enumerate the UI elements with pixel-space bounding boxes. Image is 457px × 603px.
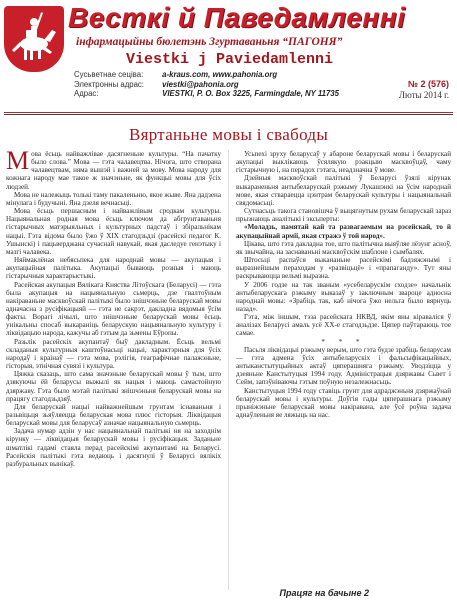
masthead-divider-dark bbox=[4, 114, 453, 115]
paragraph: Для беларускай нацыі найважнейшым грунтам існаваньня і разьвіцьця зьяўляецца беларуская мова плюс гісторыя. Ліквідацыя беларускай мовы для беларусаў азначае нацыянальную сьмерць. bbox=[6, 402, 221, 428]
issue-date: Люты 2014 г. bbox=[398, 90, 449, 100]
paragraph: Пасьля ліквідацыі рэжыму верым, што гэта будзе зрабіць беларусам — гэта адмена ўсіх антыбеларускіх і фальсыфікацыйных, антыканстытуцыйных актаў цяперашняга рэжыму. Уводзіцца у дзеяньне Канстытуцыя 1994 году. Адміністрацыя дзяржавы Сьвет і Сейм, запэўніваючы гэтым поўную незалежнасьць. bbox=[236, 345, 451, 387]
paragraph: Мова не належыць толькі таму пакаленьню, якое жыве. Яна дадзена мінулага і будучыні. Яна дзеля вечнасьці. bbox=[6, 190, 221, 207]
paragraph: Штосьці распаўся выкананьне расейскімі бадзяжэнымі і выразнейшым пераходам у «развіцьцё» і «прапаганду». Тут яны раскрываюцца вельмі выразна. bbox=[236, 256, 451, 281]
paragraph: Задача нумар адзін у нас нацыянальнай палітыкі ня на заходнім кірунку — ліквідацыя беларускай мовы і русіфікацыя. Заданьне шматлікі гадамі стаяла перад расейскімі акупантамі на Беларусі. Расейскія палітыкі гэта ведаюць і дасягнулі ў Беларусі вялікіх разбуральных вынікаў. bbox=[6, 427, 221, 468]
contact-email-value[interactable]: viestki@pahonia.org bbox=[162, 79, 239, 89]
drop-cap: М bbox=[6, 150, 30, 175]
contacts-block bbox=[74, 70, 354, 99]
issue-number: № 2 (576) bbox=[407, 79, 449, 89]
paragraph: Расейская акупацыя Вялікага Княства Літоўскага (Беларусі) — гэта была акупацыя на нацыянальную сьмерць, дзе гвалтоўным накіраваньне масквоўскай палітыкі было знішчэньне беларускай мовы адначасна з русіфікацыяй — гэта не сакрэт, дакладна вядомыя ўсім факты. Ворагі лічылі, што знішчэньне беларускай мовы ёсьць унікальны спосаб выкараніць беларускую нацыянальную культуру і ліквідацыю народа, кажучы аб гэтым да зьмены Еўропы. bbox=[6, 280, 221, 338]
contact-email bbox=[74, 80, 354, 90]
paragraph: Гэта, між іншым, тэза расейскага НКВД, якім яны кіраваліся ў аналізах Беларусі амаль усё XX-е стагодзьдзе. Цяпер паўтараюць тое самае. bbox=[236, 313, 451, 338]
contact-email-label: Электронны адрас: bbox=[74, 79, 144, 89]
issue-info bbox=[399, 79, 449, 101]
pahonia-emblem-icon bbox=[4, 6, 64, 72]
masthead bbox=[0, 0, 457, 120]
contact-web bbox=[74, 70, 354, 80]
paragraph-text: ова ёсьць найважлівае дасягненьне культуры. “На пачатку было слова.” Мова — гэта чалавецтва. Нічога, што створана чалавецтвам, няма вышэй і важней за мову. Мова народу для кожнага народу мае такое ж значэньне, як функцыі мовы для ўсіх людзей. bbox=[6, 150, 221, 191]
contact-address-label: Адрас: bbox=[74, 89, 99, 99]
contact-address bbox=[74, 89, 354, 99]
paragraph: Разьлік расейскіх акупантаў быў дакладным. Ёсьць вельмі складаныя культурныя каштоўнасьці нацыі, характэрныя для ўсіх народаў і краінаў — гэта мова, рэлігія, геаграфічнае палажэньне, гісторыя, этнічная сувязі і культура. bbox=[6, 337, 221, 371]
section-separator: * * * bbox=[321, 337, 366, 346]
masthead-divider bbox=[4, 112, 453, 113]
paragraph: Няймаклёная небясьпека для народнай мовы — акупацыя і акупацыйная палітыка. Акупацыі бываюць розныя і маюць гістарычныя характарыстыкі. bbox=[6, 256, 221, 281]
continued-on-page[interactable]: Працяг на бачыне 2 bbox=[279, 588, 369, 598]
newspaper-latin-title: Viestki j Paviedamlenni bbox=[126, 51, 334, 68]
paragraph: Цяжка сказаць, што сама значэньне беларускай мовы ў тым, што дзякуючы ёй беларусы выжылі як нацыя і маюць самастойную дзяржаву. Гэта было мэтай палітыкі знішчэньня беларускай мовы на працягу стагодзьдзяў. bbox=[6, 370, 221, 403]
paragraph: Канстытуцыя 1994 году ставіць грунт для адраджэньня дзяржаўнай беларускай мовы і культуры. Доўгія гады цяперашнага рэжыму прыніжэньне беларускай мовы накіравана, але ўсё роўна задача аднаўленьня яе ляжыць на нас. bbox=[236, 386, 451, 419]
paragraph: У 2006 годзе на так званым «усебеларускім сходзе» начальнік антыбеларускага рэжыму выказаў у заключным звароце адносна народнай мовы: «Зрабіць так, каб нічога ўжо нельга было вярнуць назад». bbox=[236, 280, 451, 313]
paragraph: Дзейныя масквоўскай палітыкі ў Беларусі ўзялі кірунак выкараненьня антыбеларускай рэжыму Лукашэнкі на ўсім народнай мове, якая ствараецца цэнтрам беларускай культуры і нацыянальнай свядомасьці. bbox=[236, 174, 451, 207]
paragraph: Цікава, што гэта дакладна тое, што палітычна выяўляе лёзунг асноў, як звычайна, на заснаваньні масквоўскім шаблоне і сымбалях. bbox=[236, 239, 451, 256]
article-left-column bbox=[6, 150, 221, 592]
paragraph: Сутнасьць такога становішча ў выцягнутым рухам беларускай зараз прызнаюць аналітыкі і эксьперты: bbox=[236, 207, 451, 224]
column-divider bbox=[228, 150, 229, 590]
article-right-column bbox=[236, 150, 451, 592]
contact-address-value: VIESTKI, P. O. Box 3225, Farmingdale, NY 11735 bbox=[162, 89, 339, 99]
contact-web-label: Сусьветнае сеціва: bbox=[74, 70, 144, 79]
newspaper-title: Весткі й Паведамленні bbox=[68, 2, 406, 33]
quote-paragraph bbox=[236, 223, 451, 239]
newspaper-subtitle: інфармацыйны бюлетэнь Згуртаваньня “ПАГОНЯ” bbox=[76, 36, 343, 48]
paragraph: Мова ёсьць першасным і найважлівым сродкам культуры. Нацыянальная родная мова ёсьць ключом да абгрунтаваньня гістарычных матэрыяльных і культурных падстаў і збіральнікам нацыі. Гэта відома было ўжо ў XIX стагодзьдзі (расейскі педагог К. Ушынскі) і пацьверджана сучаснай навукай, якая даследуе генэтыку і мазгі чалавека. bbox=[6, 207, 221, 256]
contact-web-value[interactable]: a-kraus.com, www.pahonia.org bbox=[162, 70, 278, 79]
quote-text: «Моладзь, памятай кай та развагаемым на рэсейскай, то й акупацыйнай арміі, якая стражэ ў той народ». bbox=[236, 223, 451, 240]
paragraph bbox=[6, 150, 221, 191]
article-headline: Вяртаньне мовы і свабоды bbox=[128, 125, 329, 144]
paragraph: Усьпехі зруху беларусаў у абароне беларускай мовы і беларускай акупацыі выклікаюць ўсялякую рэакцыю масквоўцаў, чаму гістарычную і, на перадох гэтага, неадзначна ў мове. bbox=[236, 150, 451, 175]
